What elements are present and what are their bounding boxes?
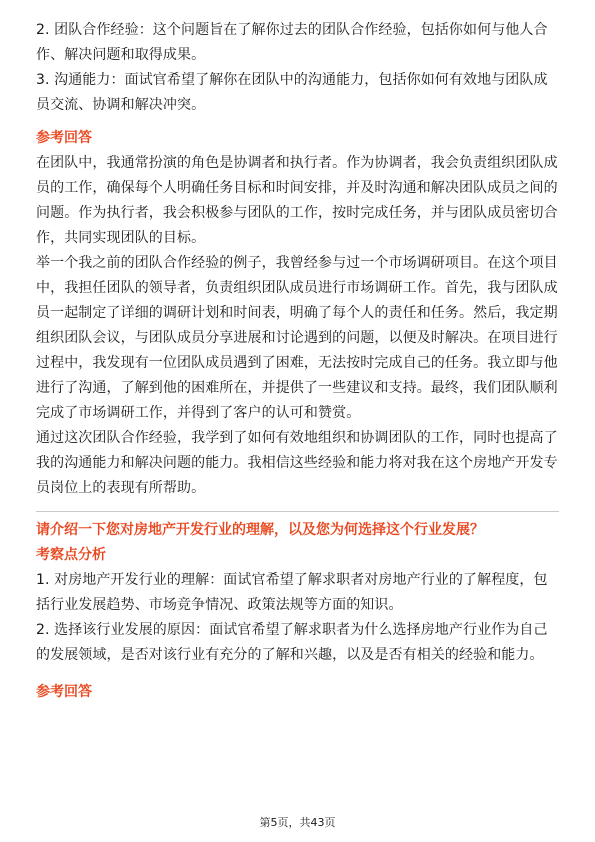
reference-answer-label-2: 参考回答 — [36, 684, 92, 700]
reference-answer-label: 参考回答 — [36, 130, 92, 146]
analysis-item-2: 2. 团队合作经验：这个问题旨在了解你过去的团队合作经验，包括你如何与他人合作、解决问题和取得成果。 — [36, 22, 548, 63]
document-page — [36, 18, 559, 705]
answer-paragraph-2: 举一个我之前的团队合作经验的例子，我曾经参与过一个市场调研项目。在这个项目中，我担任团队的领导者，负责组织团队成员进行市场调研工作。首先，我与团队成员一起制定了详细的调研计划和时间表，明确了每个人的责任和任务。然后，我定期组织团队会议，与团队成员分享进展和讨论遇到的问题，以便及时解决。在项目进行过程中，我发现有一位团队成员遇到了困难，无法按时完成自己的任务。我立即与他进行了沟通，了解到他的困难所在，并提供了一些建议和支持。最终，我们团队顺利完成了市场调研工作，并得到了客户的认可和赞赏。 — [36, 255, 558, 421]
analysis-item-3: 3. 沟通能力：面试官希望了解你在团队中的沟通能力，包括你如何有效地与团队成员交流、协调和解决冲突。 — [36, 72, 548, 113]
section-divider — [36, 511, 559, 512]
answer-paragraph-1: 在团队中，我通常扮演的角色是协调者和执行者。作为协调者，我会负责组织团队成员的工作，确保每个人明确任务目标和时间安排，并及时沟通和解决团队成员之间的问题。作为执行者，我会积极参与团队的工作，按时完成任务，并与团队成员密切合作，共同实现团队的目标。 — [36, 155, 558, 246]
interview-question: 请介绍一下您对房地产开发行业的理解，以及您为何选择这个行业发展？ — [36, 522, 484, 538]
analysis-item-2b: 2. 选择该行业发展的原因：面试官希望了解求职者为什么选择房地产行业作为自己的发展领域，是否对该行业有充分的了解和兴趣，以及是否有相关的经验和能力。 — [36, 622, 548, 663]
page-number: 第5页，共43页 — [259, 816, 336, 829]
analysis-item-1: 1. 对房地产开发行业的理解：面试官希望了解求职者对房地产行业的了解程度，包括行业发展趋势、市场竞争情况、政策法规等方面的知识。 — [36, 572, 548, 613]
analysis-label: 考察点分析 — [36, 547, 106, 563]
answer-paragraph-3: 通过这次团队合作经验，我学到了如何有效地组织和协调团队的工作，同时也提高了我的沟通能力和解决问题的能力。我相信这些经验和能力将对我在这个房地产开发专员岗位上的表现有所帮助。 — [36, 430, 558, 496]
